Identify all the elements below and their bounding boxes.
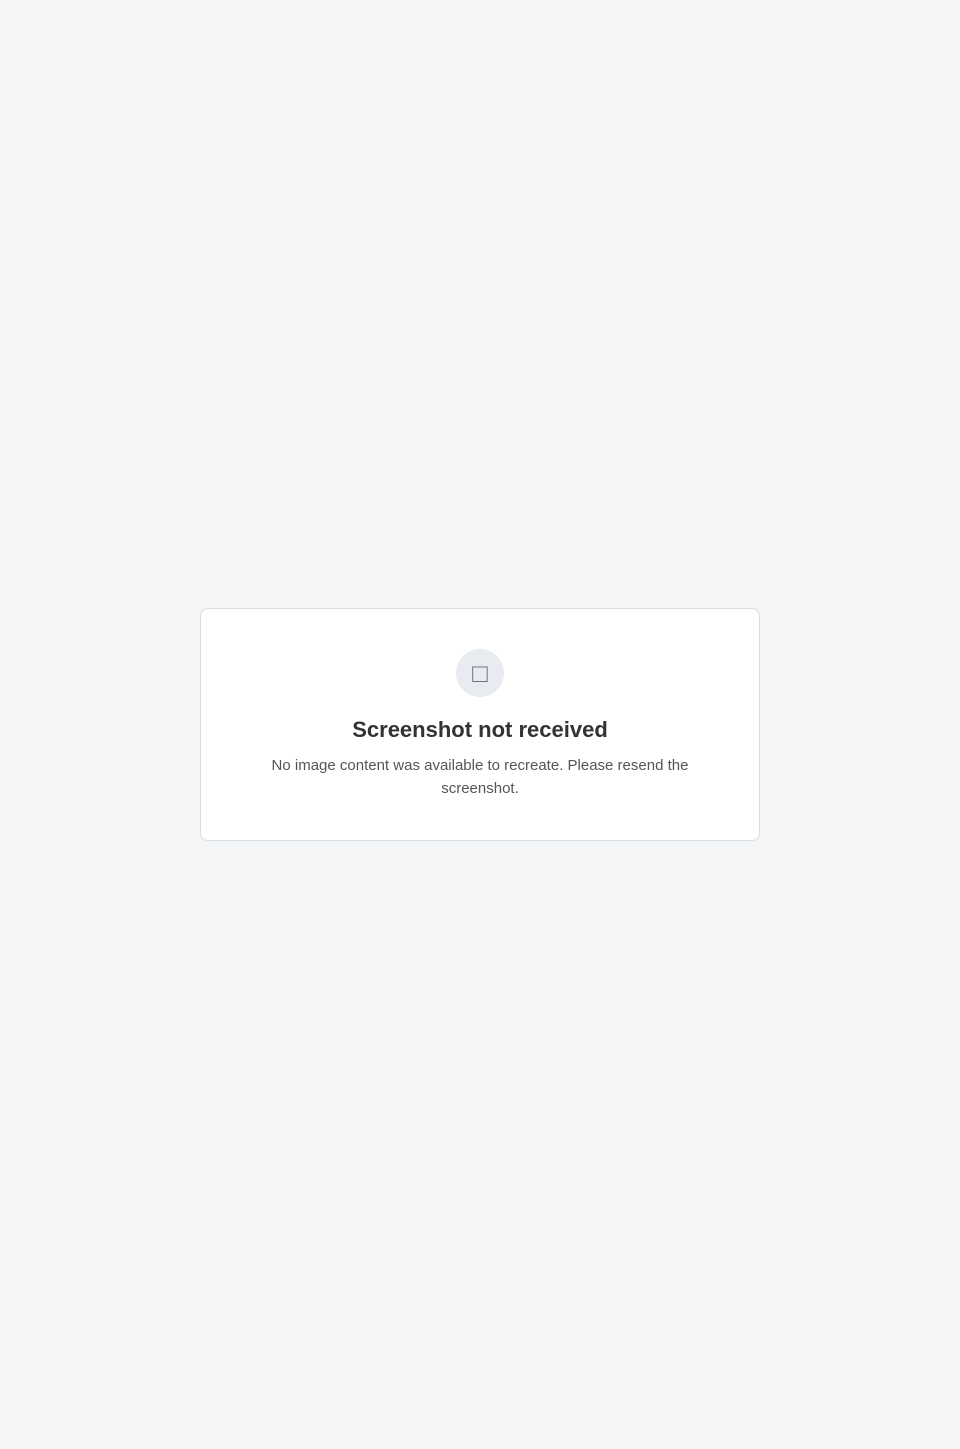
placeholder-message: No image content was available to recreate. Please resend the screenshot. <box>271 757 689 797</box>
image-icon: □ <box>456 649 504 697</box>
placeholder-card <box>200 608 760 841</box>
placeholder-title: Screenshot not received <box>352 717 608 742</box>
